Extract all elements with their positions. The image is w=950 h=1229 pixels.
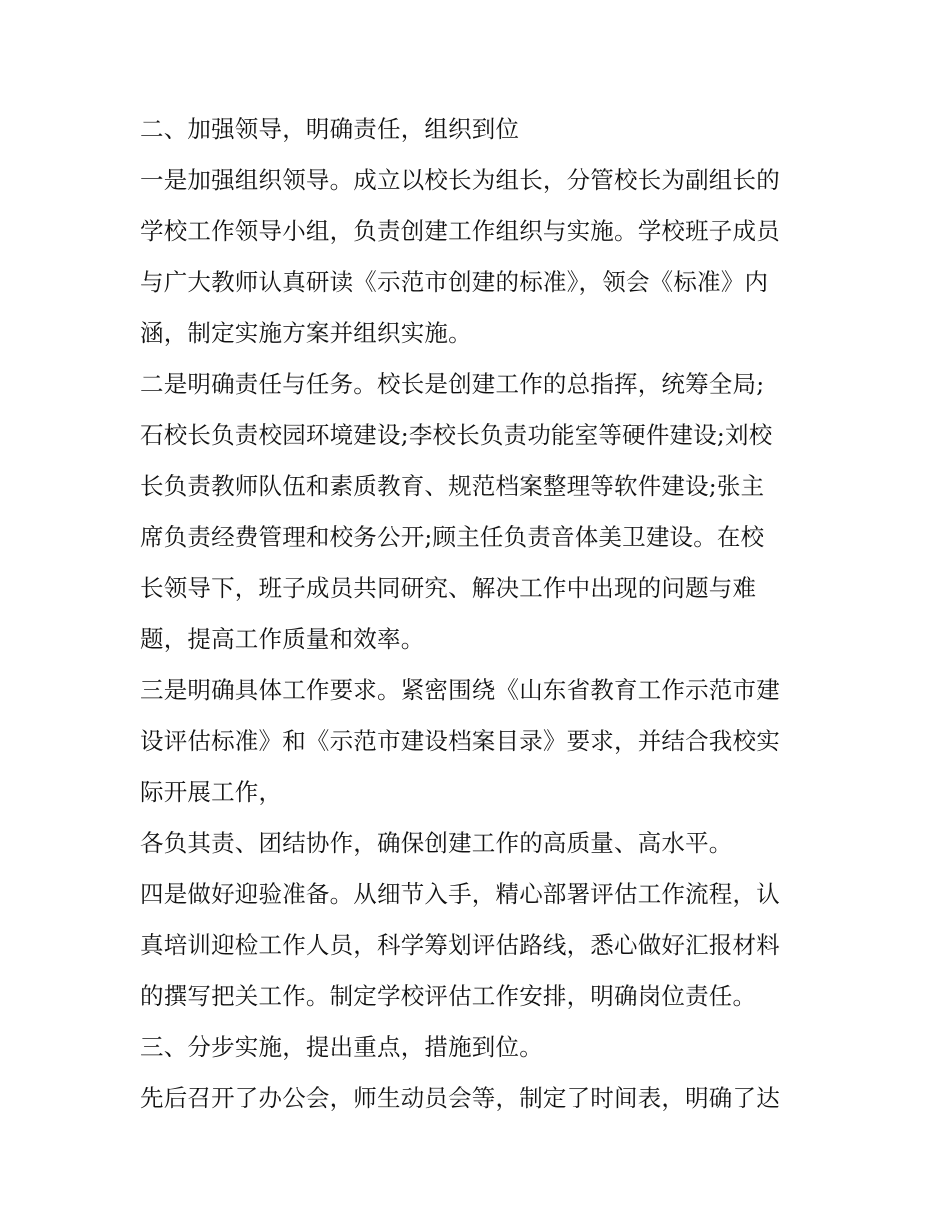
paragraph-line: 二是明确责任与任务。校长是创建工作的总指挥，统筹全局; xyxy=(140,370,765,398)
paragraph-line: 长负责教师队伍和素质教育、规范档案整理等软件建设;张主 xyxy=(140,472,765,500)
paragraph-line: 席负责经费管理和校务公开;顾主任负责音体美卫建设。在校 xyxy=(140,523,765,551)
paragraph-line: 石校长负责校园环境建设;李校长负责功能室等硬件建设;刘校 xyxy=(140,421,773,449)
paragraph-line: 先后召开了办公会，师生动员会等，制定了时间表，明确了达 xyxy=(140,1084,780,1112)
paragraph-line: 三是明确具体工作要求。紧密围绕《山东省教育工作示范市建 xyxy=(140,676,780,704)
paragraph-line: 学校工作领导小组，负责创建工作组织与实施。学校班子成员 xyxy=(140,217,780,245)
paragraph-line: 各负其责、团结协作，确保创建工作的高质量、高水平。 xyxy=(140,829,733,857)
section-heading-3: 三、分步实施，提出重点，措施到位。 xyxy=(140,1033,543,1061)
paragraph-line: 真培训迎检工作人员，科学筹划评估路线，悉心做好汇报材料 xyxy=(140,931,780,959)
paragraph-line: 际开展工作， xyxy=(140,778,283,806)
paragraph-line: 的撰写把关工作。制定学校评估工作安排，明确岗位责任。 xyxy=(140,982,757,1010)
paragraph-line: 题，提高工作质量和效率。 xyxy=(140,625,425,653)
paragraph-line: 设评估标准》和《示范市建设档案目录》要求，并结合我校实 xyxy=(140,727,780,755)
paragraph-line: 四是做好迎验准备。从细节入手，精心部署评估工作流程，认 xyxy=(140,880,780,908)
paragraph-line: 长领导下，班子成员共同研究、解决工作中出现的问题与难 xyxy=(140,574,757,602)
paragraph-line: 涵，制定实施方案并组织实施。 xyxy=(140,319,472,347)
document-body xyxy=(140,107,820,1127)
paragraph-line: 一是加强组织领导。成立以校长为组长，分管校长为副组长的 xyxy=(140,166,780,194)
section-heading-2: 二、加强领导，明确责任，组织到位 xyxy=(140,115,520,143)
paragraph-line: 与广大教师认真研读《示范市创建的标准》，领会《标准》内 xyxy=(140,268,769,296)
